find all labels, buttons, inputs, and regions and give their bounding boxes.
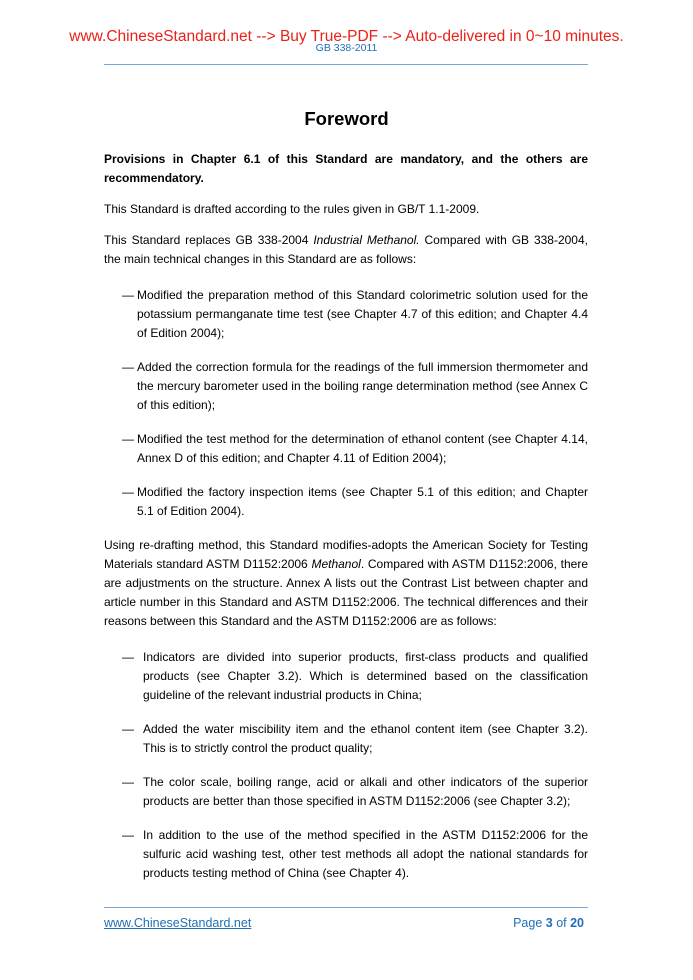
- promo-banner[interactable]: www.ChineseStandard.net --> Buy True-PDF --> Auto-delivered in 0~10 minutes.: [69, 28, 624, 45]
- redraft-paragraph: [104, 536, 588, 631]
- list-item-text: Added the water miscibility item and the ethanol content item (see Chapter 3.2). This is to strictly control the product quality;: [143, 722, 588, 755]
- redraft-text-start: Using re-drafting method, this Standard modifies-adopts the American Society for Testing Materials standard ASTM D1152:2006: [104, 538, 588, 571]
- differences-list: [104, 648, 588, 883]
- page-of: of: [552, 916, 571, 930]
- list-item-text: Indicators are divided into superior products, first-class products and qualified products (see Chapter 3.2). Which is determined based on the classification guideline of the relevant industrial products in China;: [143, 650, 588, 702]
- list-item: [122, 483, 588, 521]
- list-item: [122, 720, 588, 758]
- redraft-text-end: . Compared with ASTM D1152:2006, there are adjustments on the structure. Annex A lists out the Contrast List between chapter and article number in this Standard and ASTM D1152:2006. The technical differences and their reasons between this Standard and the ASTM D1152:2006 are as follows:: [104, 557, 589, 628]
- dash-marker: —: [122, 485, 134, 499]
- dash-marker: —: [122, 432, 134, 446]
- list-item: [122, 773, 588, 811]
- list-item: [122, 286, 588, 343]
- footer-site-link[interactable]: www.ChineseStandard.net: [104, 916, 252, 930]
- list-item: [122, 358, 588, 415]
- document-body: [104, 150, 588, 898]
- list-item-text: Modified the preparation method of this Standard colorimetric solution used for the potassium permanganate time test (see Chapter 4.7 of this edition; and Chapter 4.4 of Edition 2004);: [137, 288, 588, 340]
- footer-divider: [104, 907, 588, 908]
- dash-marker: —: [122, 722, 134, 736]
- replaces-text-start: This Standard replaces GB 338-2004: [104, 233, 314, 247]
- replaces-text-end: Compared with GB 338-2004, the main technical changes in this Standard are as follows:: [104, 233, 588, 266]
- list-item: [122, 430, 588, 468]
- page-title: Foreword: [304, 108, 389, 129]
- changes-list: [104, 286, 588, 521]
- header-divider: [104, 64, 588, 65]
- list-item: [122, 826, 588, 883]
- drafted-paragraph: This Standard is drafted according to the rules given in GB/T 1.1-2009.: [104, 202, 480, 216]
- standard-name-italic: Industrial Methanol.: [313, 233, 420, 247]
- methanol-italic: Methanol: [311, 557, 361, 571]
- standard-code: GB 338-2011: [315, 42, 378, 54]
- replaces-paragraph: [104, 231, 588, 269]
- dash-marker: —: [122, 360, 134, 374]
- mandatory-paragraph: Provisions in Chapter 6.1 of this Standard are mandatory, and the others are recommendatory.: [104, 152, 588, 185]
- list-item-text: Added the correction formula for the readings of the full immersion thermometer and the mercury barometer used in the boiling range determination method (see Annex C of this edition);: [137, 360, 588, 412]
- page-prefix: Page: [513, 916, 546, 930]
- dash-marker: —: [122, 775, 134, 789]
- dash-marker: —: [122, 650, 134, 664]
- list-item-text: In addition to the use of the method specified in the ASTM D1152:2006 for the sulfuric acid washing test, other test methods all adopt the national standards for products testing method of China (see Chapter 4).: [143, 828, 588, 880]
- list-item-text: The color scale, boiling range, acid or alkali and other indicators of the superior products are better than those specified in ASTM D1152:2006 (see Chapter 3.2);: [143, 775, 588, 808]
- dash-marker: —: [122, 288, 134, 302]
- dash-marker: —: [122, 828, 134, 842]
- list-item-text: Modified the test method for the determination of ethanol content (see Chapter 4.14, Annex D of this edition; and Chapter 4.11 of Edition 2004);: [137, 432, 588, 465]
- list-item: [122, 648, 588, 705]
- page-number: [513, 916, 584, 930]
- page-total: 20: [570, 916, 584, 930]
- page-current: 3: [545, 916, 553, 930]
- list-item-text: Modified the factory inspection items (see Chapter 5.1 of this edition; and Chapter 5.1 of Edition 2004).: [137, 485, 588, 518]
